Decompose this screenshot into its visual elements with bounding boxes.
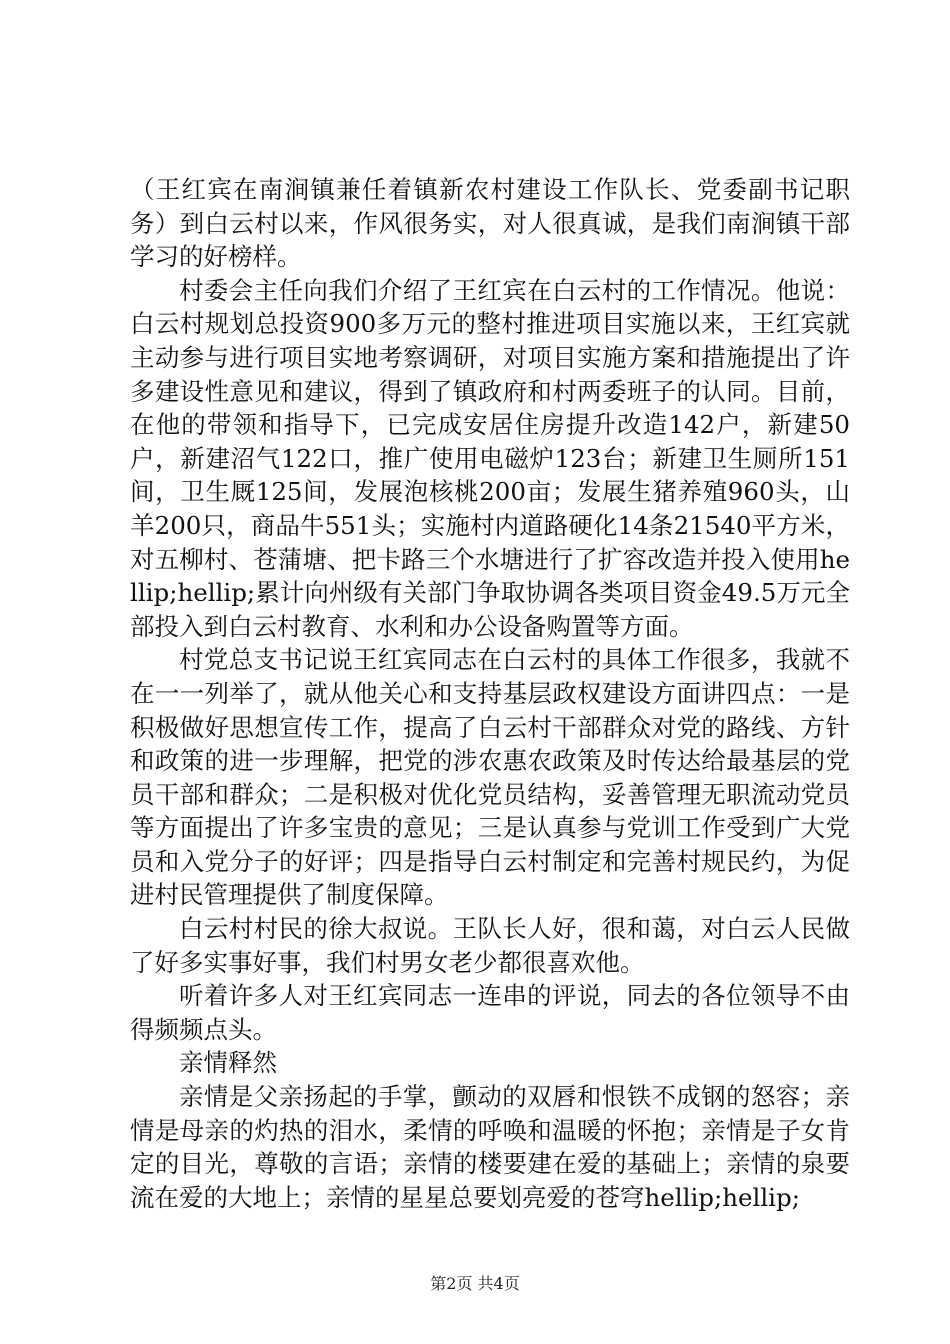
document-body [130,173,850,1214]
paragraph-villager-xu: 白云村村民的徐大叔说。王队长人好，很和蔼，对白云人民做了好多实事好事，我们村男女老少都很喜欢他。 [130,914,850,977]
paragraph-continuation: （王红宾在南涧镇兼任着镇新农村建设工作队长、党委副书记职务）到白云村以来，作风很务实，对人很真诚，是我们南涧镇干部学习的好榜样。 [130,175,850,272]
page-number-footer: 第2页 共4页 [430,1274,520,1293]
paragraph-leaders-nod: 听着许多人对王红宾同志一连串的评说，同去的各位领导不由得频频点头。 [130,981,850,1044]
section-heading: 亲情释然 [179,1048,277,1078]
paragraph-family-love: 亲情是父亲扬起的手掌，颤动的双唇和恨铁不成钢的怒容；亲情是母亲的灼热的泪水，柔情的呼唤和温暖的怀抱；亲情是子女肯定的目光，尊敬的言语；亲情的楼要建在爱的基础上；亲情的泉要流在爱的大地上；亲情的星星总要划亮爱的苍穹hellip;hellip; [130,1082,850,1212]
paragraph-village-director: 村委会主任向我们介绍了王红宾在白云村的工作情况。他说：白云村规划总投资900多万元的整村推进项目实施以来，王红宾就主动参与进行项目实地考察调研，对项目实施方案和措施提出了许多建设性意见和建议，得到了镇政府和村两委班子的认同。目前，在他的带领和指导下，已完成安居住房提升改造142户，新建50户，新建沼气122口，推广使用电磁炉123台；新建卫生厕所151间，卫生厩125间，发展泡核桃200亩；发展生猪养殖960头，山羊200只，商品牛551头；实施村内道路硬化14条21540平方米，对五柳村、苍蒲塘、把卡路三个水塘进行了扩容改造并投入使用hellip;hellip;累计向州级有关部门争取协调各类项目资金49.5万元全部投入到白云村教育、水利和办公设备购置等方面。 [130,275,850,641]
paragraph-party-secretary: 村党总支书记说王红宾同志在白云村的具体工作很多，我就不在一一列举了，就从他关心和支持基层政权建设方面讲四点：一是积极做好思想宣传工作，提高了白云村干部群众对党的路线、方针和政策的进一步理解，把党的涉农惠农政策及时传达给最基层的党员干部和群众；二是积极对优化党员结构，妥善管理无职流动党员等方面提出了许多宝贵的意见；三是认真参与党训工作受到广大党员和入党分子的好评；四是指导白云村制定和完善村规民约，为促进村民管理提供了制度保障。 [130,645,850,910]
